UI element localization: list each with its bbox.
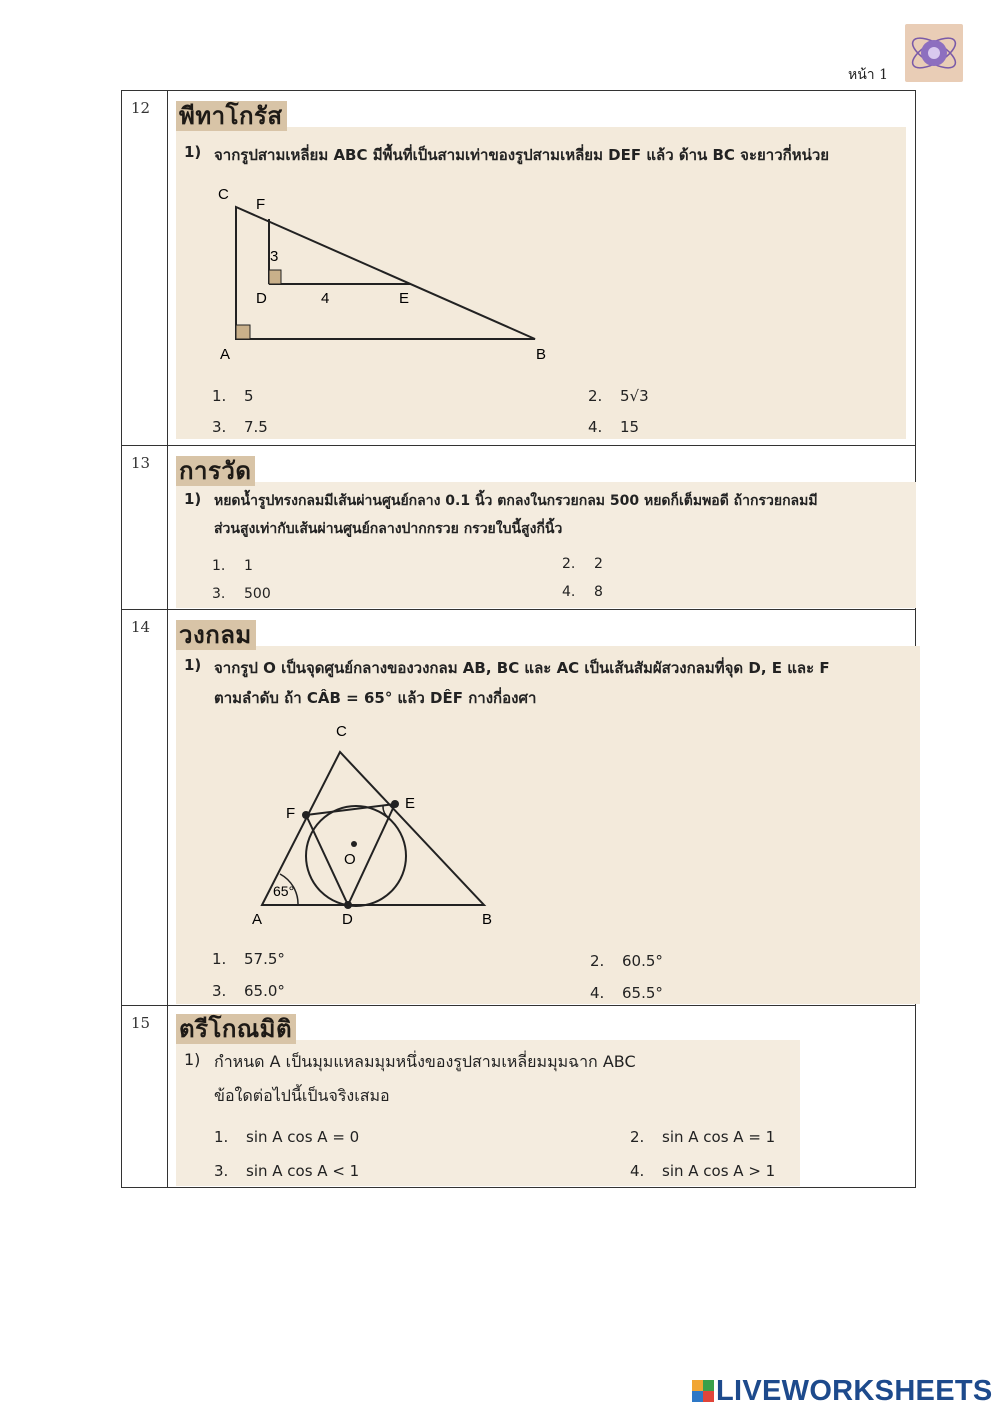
option-4[interactable]: 4. 65.5° xyxy=(590,984,663,1002)
question-number: 14 xyxy=(122,610,168,1006)
option-1[interactable]: 1. 57.5° xyxy=(212,950,285,968)
right-triangle-figure xyxy=(208,179,548,364)
question-prompt-line-2: ตามลำดับ ถ้า CÂB = 65° แล้ว DÊF กางกี่องศา xyxy=(214,689,537,707)
label-o: O xyxy=(344,851,356,868)
label-b: B xyxy=(536,346,547,363)
question-row-14 xyxy=(122,610,916,1006)
topic-heading: การวัด xyxy=(176,456,255,486)
prompt-number: 1) xyxy=(184,1050,201,1069)
brand-name: LIVEWORKSHEETS xyxy=(716,1374,993,1407)
question-number: 12 xyxy=(122,91,168,446)
label-3: 3 xyxy=(270,248,279,265)
option-3[interactable]: 3. 65.0° xyxy=(212,982,285,1000)
question-table xyxy=(121,90,916,1188)
option-1[interactable]: 1. 5 xyxy=(212,387,254,405)
question-prompt-line-1: หยดน้ำรูปทรงกลมมีเส้นผ่านศูนย์กลาง 0.1 นิ้ว ตกลงในกรวยกลม 500 หยดก็เต็มพอดี ถ้ากรวยกลมมี xyxy=(214,493,818,509)
option-2[interactable]: 2. 5√3 xyxy=(588,387,649,405)
label-e: E xyxy=(405,795,416,812)
option-3[interactable]: 3. 500 xyxy=(212,586,271,602)
liveworksheets-logo[interactable] xyxy=(692,1374,993,1408)
question-prompt: จากรูปสามเหลี่ยม ABC มีพื้นที่เป็นสามเท่าของรูปสามเหลี่ยม DEF แล้ว ด้าน BC จะยาวกี่หน่วย xyxy=(214,146,830,164)
option-2[interactable]: 2. sin A cos A = 1 xyxy=(630,1128,776,1146)
label-b: B xyxy=(482,911,493,928)
label-c: C xyxy=(336,723,347,740)
option-1[interactable]: 1. 1 xyxy=(212,558,253,574)
option-2[interactable]: 2. 60.5° xyxy=(590,952,663,970)
prompt-number: 1) xyxy=(184,490,202,508)
question-prompt-line-2: ข้อใดต่อไปนี้เป็นจริงเสมอ xyxy=(214,1086,390,1105)
option-3[interactable]: 3. 7.5 xyxy=(212,418,268,436)
label-d: D xyxy=(342,911,353,928)
option-3[interactable]: 3. sin A cos A < 1 xyxy=(214,1162,360,1180)
page-number: หน้า 1 xyxy=(848,67,889,83)
topic-heading: ตรีโกณมิติ xyxy=(176,1014,296,1044)
label-e: E xyxy=(399,290,410,307)
prompt-number: 1) xyxy=(184,656,202,674)
label-f: F xyxy=(286,805,296,822)
question-row-12 xyxy=(122,91,916,446)
liveworksheets-icon xyxy=(692,1380,714,1402)
label-a: A xyxy=(220,346,231,363)
question-row-13 xyxy=(122,446,916,610)
option-4[interactable]: 4. 15 xyxy=(588,418,640,436)
question-number: 15 xyxy=(122,1006,168,1188)
question-prompt-line-1: กำหนด A เป็นมุมแหลมมุมหนึ่งของรูปสามเหลี่ยมมุมฉาก ABC xyxy=(214,1052,636,1071)
question-row-15 xyxy=(122,1006,916,1188)
circle-triangle-figure xyxy=(218,718,498,928)
topic-heading: วงกลม xyxy=(176,620,256,650)
question-prompt-line-1: จากรูป O เป็นจุดศูนย์กลางของวงกลม AB, BC และ AC เป็นเส้นสัมผัสวงกลมที่จุด D, E และ F xyxy=(214,659,830,677)
option-4[interactable]: 4. 8 xyxy=(562,584,603,600)
topic-heading: พีทาโกรัส xyxy=(176,101,287,131)
label-f: F xyxy=(256,196,266,213)
question-prompt-line-2: ส่วนสูงเท่ากับเส้นผ่านศูนย์กลางปากกรวย กรวยใบนี้สูงกี่นิ้ว xyxy=(214,521,563,537)
question-number: 13 xyxy=(122,446,168,610)
label-c: C xyxy=(218,186,229,203)
label-d: D xyxy=(256,290,267,307)
option-4[interactable]: 4. sin A cos A > 1 xyxy=(630,1162,776,1180)
school-logo xyxy=(905,24,963,82)
label-4: 4 xyxy=(321,290,330,307)
option-1[interactable]: 1. sin A cos A = 0 xyxy=(214,1128,360,1146)
prompt-number: 1) xyxy=(184,143,202,161)
option-2[interactable]: 2. 2 xyxy=(562,556,603,572)
label-angle: 65° xyxy=(273,883,295,899)
label-a: A xyxy=(252,911,263,928)
